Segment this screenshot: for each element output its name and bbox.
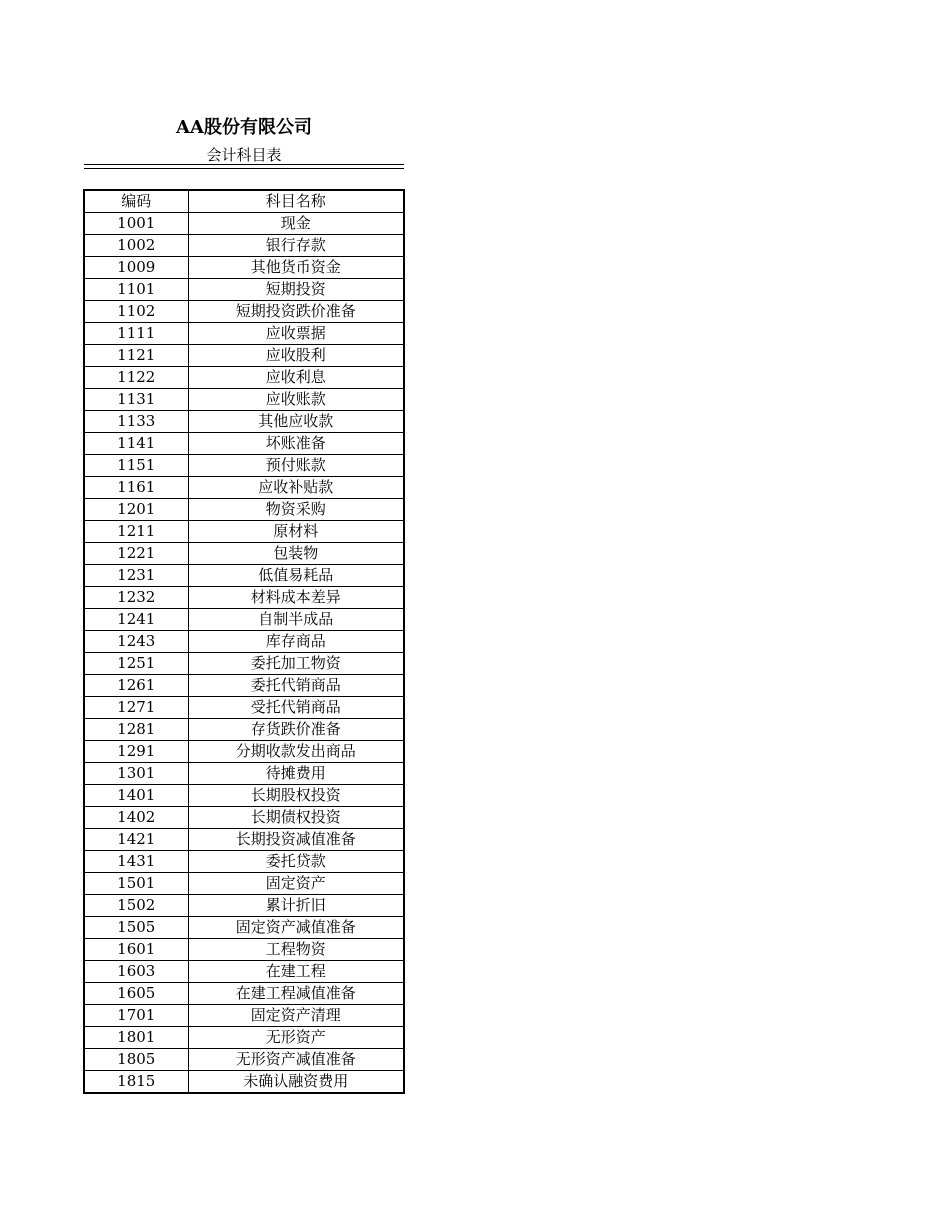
account-name: 银行存款	[188, 235, 404, 257]
account-code: 1221	[84, 543, 188, 565]
account-name: 无形资产减值准备	[188, 1049, 404, 1071]
account-name: 短期投资跌价准备	[188, 301, 404, 323]
table-row	[84, 609, 404, 631]
account-name: 存货跌价准备	[188, 719, 404, 741]
table-row	[84, 587, 404, 609]
account-code: 1261	[84, 675, 188, 697]
account-code: 1291	[84, 741, 188, 763]
accounts-table	[83, 189, 405, 1094]
account-name: 委托代销商品	[188, 675, 404, 697]
account-code: 1101	[84, 279, 188, 301]
company-name: AA股份有限公司	[176, 117, 312, 138]
account-name: 工程物资	[188, 939, 404, 961]
table-row	[84, 345, 404, 367]
account-name: 应收利息	[188, 367, 404, 389]
account-code: 1301	[84, 763, 188, 785]
table-row	[84, 323, 404, 345]
account-name: 材料成本差异	[188, 587, 404, 609]
table-header-row	[84, 190, 404, 213]
table-row	[84, 565, 404, 587]
table-row	[84, 851, 404, 873]
account-code: 1505	[84, 917, 188, 939]
account-name: 预付账款	[188, 455, 404, 477]
account-code: 1805	[84, 1049, 188, 1071]
account-code: 1605	[84, 983, 188, 1005]
account-name: 应收账款	[188, 389, 404, 411]
account-code: 1232	[84, 587, 188, 609]
account-name: 库存商品	[188, 631, 404, 653]
account-code: 1501	[84, 873, 188, 895]
table-row	[84, 1071, 404, 1094]
table-row	[84, 367, 404, 389]
account-name: 无形资产	[188, 1027, 404, 1049]
account-code: 1243	[84, 631, 188, 653]
table-row	[84, 235, 404, 257]
table-row	[84, 763, 404, 785]
table-row	[84, 1027, 404, 1049]
account-code: 1281	[84, 719, 188, 741]
account-code: 1111	[84, 323, 188, 345]
account-name: 低值易耗品	[188, 565, 404, 587]
table-row	[84, 719, 404, 741]
table-row	[84, 741, 404, 763]
account-code: 1161	[84, 477, 188, 499]
account-code: 1002	[84, 235, 188, 257]
account-code: 1231	[84, 565, 188, 587]
account-code: 1131	[84, 389, 188, 411]
account-name: 待摊费用	[188, 763, 404, 785]
account-code: 1122	[84, 367, 188, 389]
table-row	[84, 499, 404, 521]
account-code: 1141	[84, 433, 188, 455]
account-code: 1001	[84, 213, 188, 235]
account-name: 在建工程	[188, 961, 404, 983]
account-name: 原材料	[188, 521, 404, 543]
account-code: 1133	[84, 411, 188, 433]
account-name: 固定资产减值准备	[188, 917, 404, 939]
table-body	[84, 213, 404, 1094]
header-name: 科目名称	[188, 190, 404, 213]
account-code: 1251	[84, 653, 188, 675]
table-row	[84, 543, 404, 565]
account-name: 坏账准备	[188, 433, 404, 455]
table-row	[84, 521, 404, 543]
account-name: 其他应收款	[188, 411, 404, 433]
account-code: 1211	[84, 521, 188, 543]
account-code: 1271	[84, 697, 188, 719]
account-name: 未确认融资费用	[188, 1071, 404, 1094]
account-name: 其他货币资金	[188, 257, 404, 279]
account-code: 1601	[84, 939, 188, 961]
account-name: 现金	[188, 213, 404, 235]
table-row	[84, 873, 404, 895]
table-row	[84, 939, 404, 961]
account-name: 包装物	[188, 543, 404, 565]
account-code: 1801	[84, 1027, 188, 1049]
account-name: 固定资产	[188, 873, 404, 895]
account-code: 1402	[84, 807, 188, 829]
table-row	[84, 697, 404, 719]
table-row	[84, 301, 404, 323]
account-name: 自制半成品	[188, 609, 404, 631]
account-code: 1502	[84, 895, 188, 917]
account-name: 长期债权投资	[188, 807, 404, 829]
account-code: 1431	[84, 851, 188, 873]
account-code: 1421	[84, 829, 188, 851]
table-row	[84, 477, 404, 499]
account-name: 应收补贴款	[188, 477, 404, 499]
account-code: 1121	[84, 345, 188, 367]
account-code: 1603	[84, 961, 188, 983]
account-name: 受托代销商品	[188, 697, 404, 719]
account-name: 委托贷款	[188, 851, 404, 873]
account-name: 短期投资	[188, 279, 404, 301]
table-row	[84, 279, 404, 301]
table-row	[84, 785, 404, 807]
account-code: 1401	[84, 785, 188, 807]
header-code: 编码	[84, 190, 188, 213]
account-code: 1241	[84, 609, 188, 631]
table-row	[84, 257, 404, 279]
account-name: 累计折旧	[188, 895, 404, 917]
account-code: 1102	[84, 301, 188, 323]
account-name: 固定资产清理	[188, 1005, 404, 1027]
account-name: 委托加工物资	[188, 653, 404, 675]
account-code: 1701	[84, 1005, 188, 1027]
sheet-title: 会计科目表	[206, 146, 282, 164]
account-code: 1151	[84, 455, 188, 477]
account-name: 应收票据	[188, 323, 404, 345]
table-row	[84, 675, 404, 697]
table-row	[84, 961, 404, 983]
table-row	[84, 917, 404, 939]
table-row	[84, 1005, 404, 1027]
account-code: 1815	[84, 1071, 188, 1094]
account-name: 长期股权投资	[188, 785, 404, 807]
table-row	[84, 411, 404, 433]
table-row	[84, 895, 404, 917]
table-row	[84, 829, 404, 851]
table-row	[84, 1049, 404, 1071]
table-row	[84, 653, 404, 675]
account-code: 1201	[84, 499, 188, 521]
table-row	[84, 389, 404, 411]
account-name: 分期收款发出商品	[188, 741, 404, 763]
table-row	[84, 455, 404, 477]
title-double-underline	[84, 164, 404, 169]
table-row	[84, 983, 404, 1005]
account-name: 应收股利	[188, 345, 404, 367]
table-row	[84, 433, 404, 455]
account-name: 长期投资减值准备	[188, 829, 404, 851]
table-row	[84, 631, 404, 653]
account-code: 1009	[84, 257, 188, 279]
table-row	[84, 807, 404, 829]
account-name: 物资采购	[188, 499, 404, 521]
account-name: 在建工程减值准备	[188, 983, 404, 1005]
table-row	[84, 213, 404, 235]
